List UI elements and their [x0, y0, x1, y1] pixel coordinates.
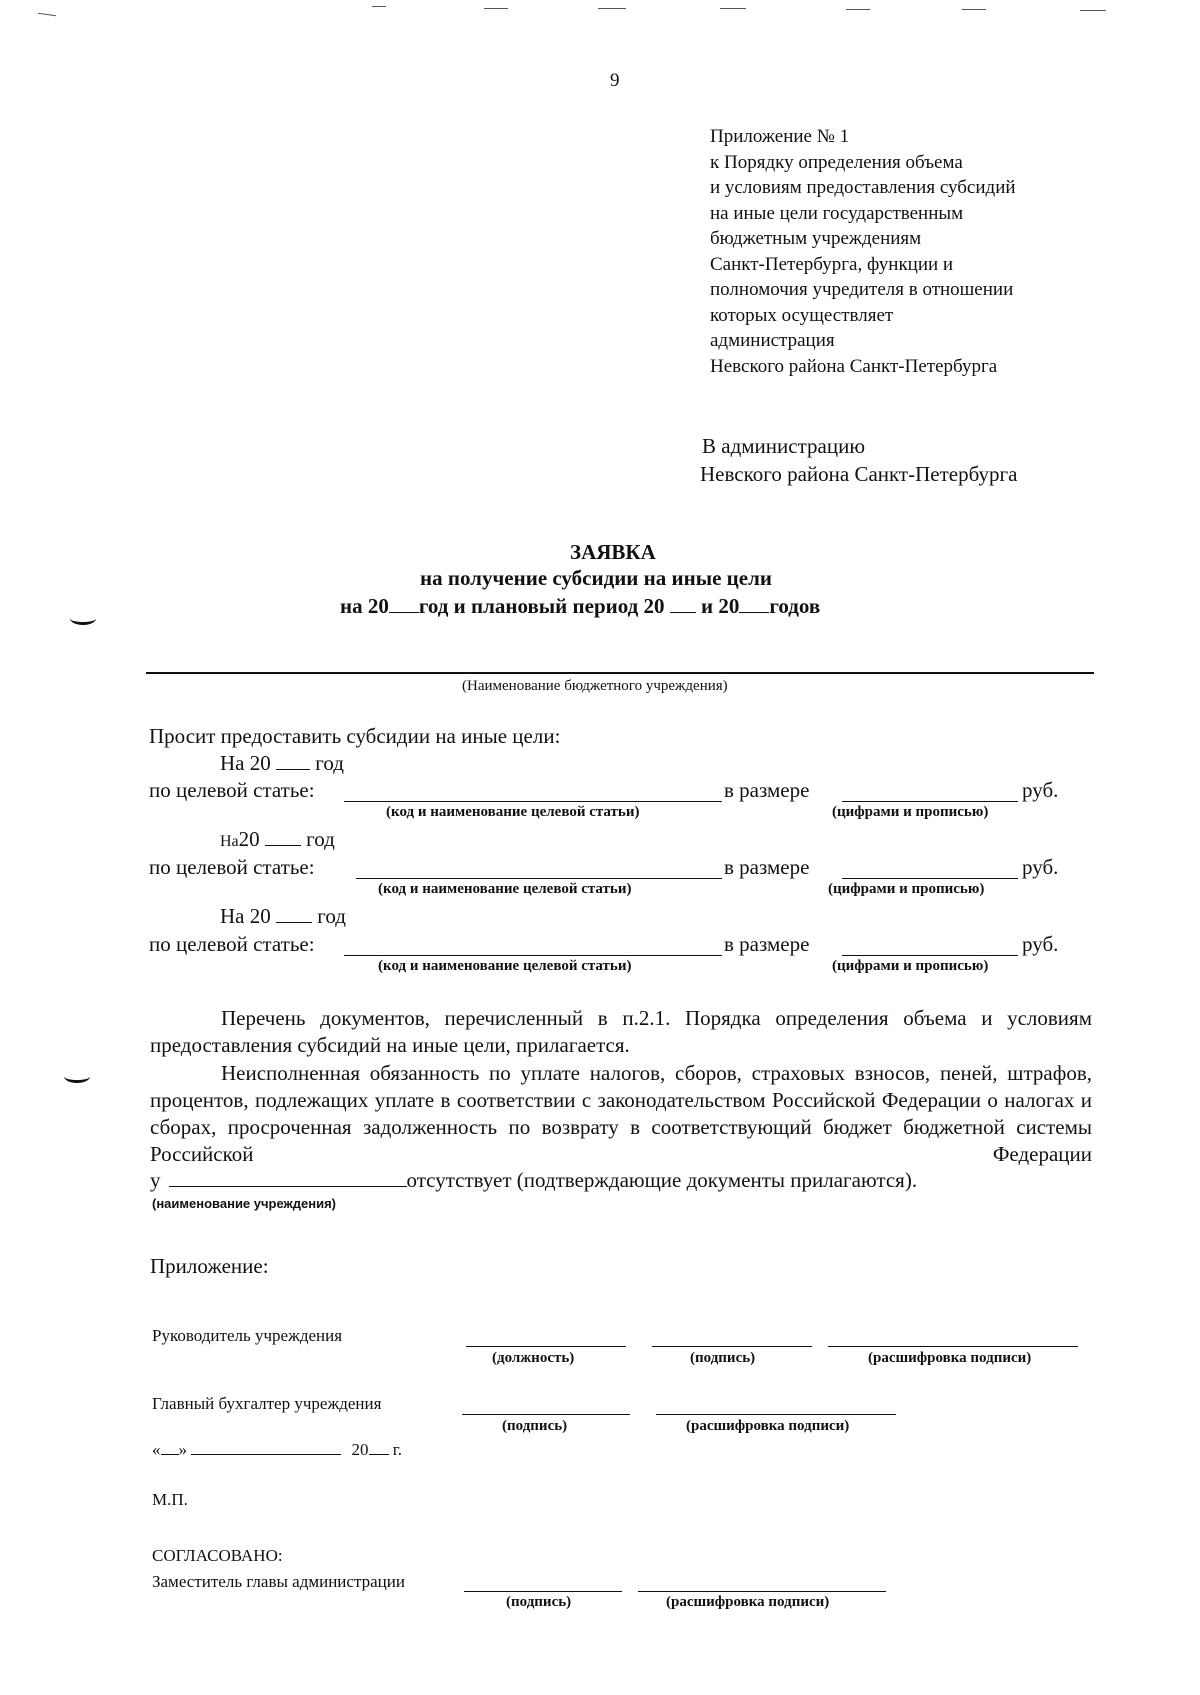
deputy-label: Заместитель главы администрации [152, 1572, 405, 1591]
article-caption: (код и наименование целевой статьи) [378, 881, 632, 897]
institution-name-blank [169, 1185, 407, 1187]
attachment-label: Приложение: [150, 1254, 269, 1278]
amount-label: в размере [724, 855, 810, 879]
annex-line: на иные цели государственным [710, 202, 964, 224]
article-label: по целевой статье: [149, 855, 315, 879]
article-label: по целевой статье: [149, 932, 315, 956]
head-position-caption: (должность) [492, 1350, 575, 1366]
scan-mark [38, 13, 56, 16]
scan-mark [598, 8, 626, 9]
year-row [220, 751, 344, 776]
scan-mark [846, 9, 870, 10]
annex-line: администрация [710, 330, 835, 351]
scan-mark [720, 8, 746, 9]
year-blank [369, 1453, 389, 1455]
date-year: 20 [351, 1440, 369, 1459]
punch-hole-mark [70, 612, 96, 625]
annex-line: полномочия учредителя в отношении [710, 279, 1014, 300]
article-caption: (код и наименование целевой статьи) [378, 958, 632, 974]
deputy-name-line [638, 1591, 886, 1592]
obligations-paragraph: Неисполненная обязанность по уплате налогов, сборов, страховых взносов, пеней, штрафов, процентов, подлежащих уплате в соответствии с законодательством Российской Федерации о налогах и сборах, просроченная задолженность по возврату в соответствующий бюджет бюджетной системы Российской Федерации [150, 1061, 1092, 1166]
form-title: ЗАЯВКА [570, 540, 656, 564]
article-line [344, 801, 722, 802]
documents-paragraph: Перечень документов, перечисленный в п.2.1. Порядка определения объема и условиям предоставления субсидий на иные цели, прилагается. [150, 1006, 1092, 1057]
year-blank [276, 768, 310, 770]
year-blank [670, 611, 696, 613]
head-name-caption: (расшифровка подписи) [868, 1350, 1032, 1366]
institution-name-line [146, 672, 1094, 674]
absence-text: отсутствует (подтверждающие документы прилагаются). [406, 1168, 918, 1192]
period-and: и 20 [701, 594, 740, 618]
head-position-line [466, 1346, 626, 1347]
year-prefix: На 20 [220, 904, 271, 928]
annex-block [710, 124, 1016, 379]
annex-line: к Порядку определения объема [710, 151, 963, 173]
annex-line: Невского района Санкт-Петербурга [710, 355, 998, 377]
year-row [220, 904, 346, 929]
addressee-block [700, 432, 1017, 488]
head-label: Руководитель учреждения [152, 1326, 343, 1345]
accountant-name-caption: (расшифровка подписи) [686, 1418, 850, 1434]
deputy-signature-line [464, 1591, 622, 1592]
deputy-signature-caption: (подпись) [506, 1594, 572, 1610]
request-intro: Просит предоставить субсидии на иные цели: [149, 724, 561, 748]
year-blank [389, 611, 419, 613]
article-caption: (код и наименование целевой статьи) [386, 804, 640, 820]
amount-label: в размере [724, 932, 810, 956]
annex-line: и условиям предоставления субсидий [710, 177, 1016, 198]
deputy-name-caption: (расшифровка подписи) [666, 1594, 830, 1610]
year-blank [276, 921, 312, 923]
annex-line: бюджетным учреждениям [710, 228, 922, 249]
institution-prefix: у [150, 1168, 161, 1192]
scan-mark [962, 9, 986, 10]
institution-name-caption: (наименование учреждения) [152, 1196, 337, 1211]
currency-label: руб. [1022, 778, 1059, 802]
scan-mark [372, 6, 386, 7]
year-prefix: 20 [238, 827, 260, 851]
amount-caption: (цифрами и прописью) [832, 958, 989, 974]
year-blank [265, 844, 301, 846]
year-prefix: На 20 [220, 751, 271, 775]
day-blank [161, 1453, 179, 1455]
amount-caption: (цифрами и прописью) [832, 804, 989, 820]
amount-line [842, 801, 1018, 802]
scan-mark [484, 8, 508, 9]
head-signature-line [652, 1346, 812, 1347]
annex-line: Приложение № 1 [710, 126, 850, 147]
year-row [220, 827, 335, 852]
accountant-signature-caption: (подпись) [502, 1418, 568, 1434]
amount-line [842, 878, 1018, 879]
amount-caption: (цифрами и прописью) [828, 881, 985, 897]
annex-line: которых осуществляет [710, 304, 894, 326]
year-suffix: год [306, 827, 335, 851]
date-open-quote: « [152, 1440, 161, 1459]
month-blank [191, 1453, 341, 1455]
date-row [152, 1440, 402, 1460]
form-period [340, 594, 820, 619]
institution-caption: (Наименование бюджетного учреждения) [462, 678, 728, 694]
period-suffix: годов [769, 594, 821, 618]
period-middle: год и плановый период 20 [418, 594, 665, 618]
accountant-signature-line [462, 1414, 630, 1415]
period-prefix: на 20 [340, 594, 389, 618]
accountant-name-line [656, 1414, 896, 1415]
year-prefix-small: На [220, 833, 239, 850]
head-signature-caption: (подпись) [690, 1350, 756, 1366]
date-close-quote: » [178, 1440, 187, 1459]
punch-hole-mark [64, 1070, 90, 1083]
amount-label: в размере [724, 778, 810, 802]
article-line [344, 955, 722, 956]
article-label: по целевой статье: [149, 778, 315, 802]
head-name-line [828, 1346, 1078, 1347]
year-blank [739, 611, 769, 613]
amount-line [842, 955, 1018, 956]
scan-mark [1080, 10, 1106, 11]
approved-label: СОГЛАСОВАНО: [152, 1546, 283, 1565]
seal-label: М.П. [152, 1490, 188, 1509]
year-suffix: год [317, 904, 346, 928]
year-suffix: год [315, 751, 344, 775]
addressee-line: Невского района Санкт-Петербурга [700, 462, 1018, 486]
article-line [356, 878, 722, 879]
annex-line: Санкт-Петербурга, функции и [710, 253, 954, 275]
addressee-line: В администрацию [702, 434, 866, 458]
accountant-label: Главный бухгалтер учреждения [152, 1394, 382, 1413]
page-number: 9 [610, 70, 620, 91]
currency-label: руб. [1022, 855, 1059, 879]
date-suffix: г. [392, 1440, 403, 1459]
currency-label: руб. [1022, 932, 1059, 956]
obligations-paragraph-end [150, 1168, 917, 1193]
form-subtitle: на получение субсидии на иные цели [420, 566, 772, 590]
